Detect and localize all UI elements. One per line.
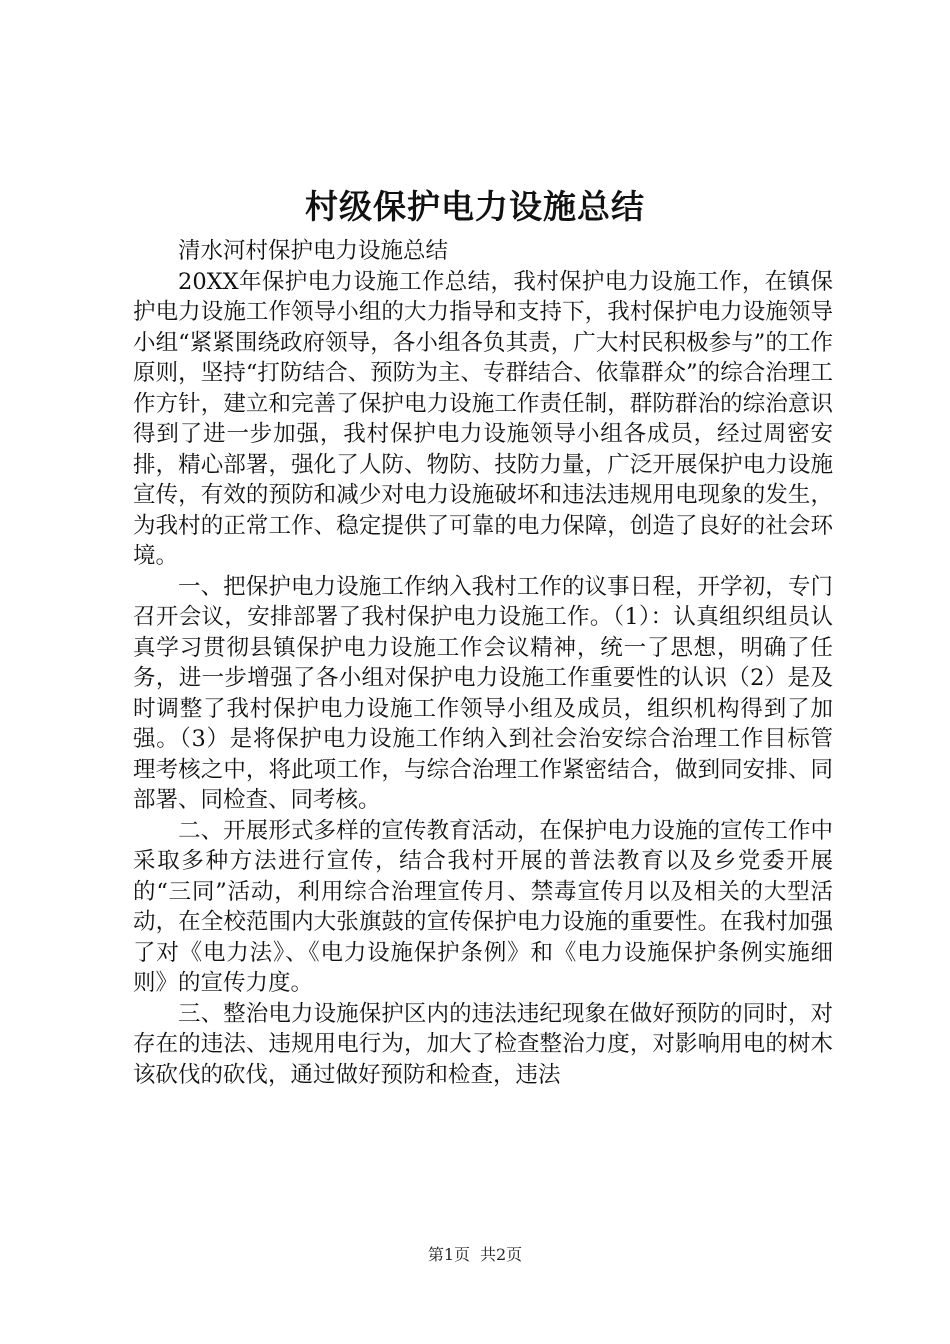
paragraph-section-3: 三、整治电力设施保护区内的违法违纪现象在做好预防的同时，对存在的违法、违规用电行为，加大了检查整治力度，对影响用电的树木该砍伐的砍伐，通过做好预防和检查，违法: [133, 1000, 833, 1088]
page-total: 共2页: [480, 1245, 523, 1264]
document-title: 村级保护电力设施总结: [305, 187, 645, 226]
paragraph-section-2: 二、开展形式多样的宣传教育活动，在保护电力设施的宣传工作中采取多种方法进行宣传，结合我村开展的普法教育以及乡党委开展的“三同”活动，利用综合治理宣传月、禁毒宣传月以及相关的大型活动，在全校范围内大张旗鼓的宣传保护电力设施的重要性。在我村加强了对《电力法》、《电力设施保护条例》和《电力设施保护条例实施细则》的宣传力度。: [133, 817, 833, 996]
paragraph-subtitle: 清水河村保护电力设施总结: [178, 238, 449, 264]
paragraph-intro: 20XX年保护电力设施工作总结，我村保护电力设施工作，在镇保护电力设施工作领导小组的大力指导和支持下，我村保护电力设施领导小组“紧紧围绕政府领导，各小组各负其责，广大村民积极参与”的工作原则，坚持“打防结合、预防为主、专群结合、依靠群众”的综合治理工作方针，建立和完善了保护电力设施工作责任制，群防群治的综治意识得到了进一步加强，我村保护电力设施领导小组各成员，经过周密安排，精心部署，强化了人防、物防、技防力量，广泛开展保护电力设施宣传，有效的预防和减少对电力设施破坏和违法违规用电现象的发生，为我村的正常工作、稳定提供了可靠的电力保障，创造了良好的社会环境。: [133, 268, 833, 569]
document-body: [133, 236, 833, 1090]
paragraph-section-1: 一、把保护电力设施工作纳入我村工作的议事日程，开学初，专门召开会议，安排部署了我村保护电力设施工作。（1）：认真组织组员认真学习贯彻县镇保护电力设施工作会议精神，统一了思想，明确了任务，进一步增强了各小组对保护电力设施工作重要性的认识（2）是及时调整了我村保护电力设施工作领导小组及成员，组织机构得到了加强。（3）是将保护电力设施工作纳入到社会治安综合治理工作目标管理考核之中，将此项工作，与综合治理工作紧密结合，做到同安排、同部署、同检查、同考核。: [133, 573, 833, 813]
page-footer: [0, 1244, 950, 1266]
page-number: 第1页: [427, 1245, 470, 1264]
